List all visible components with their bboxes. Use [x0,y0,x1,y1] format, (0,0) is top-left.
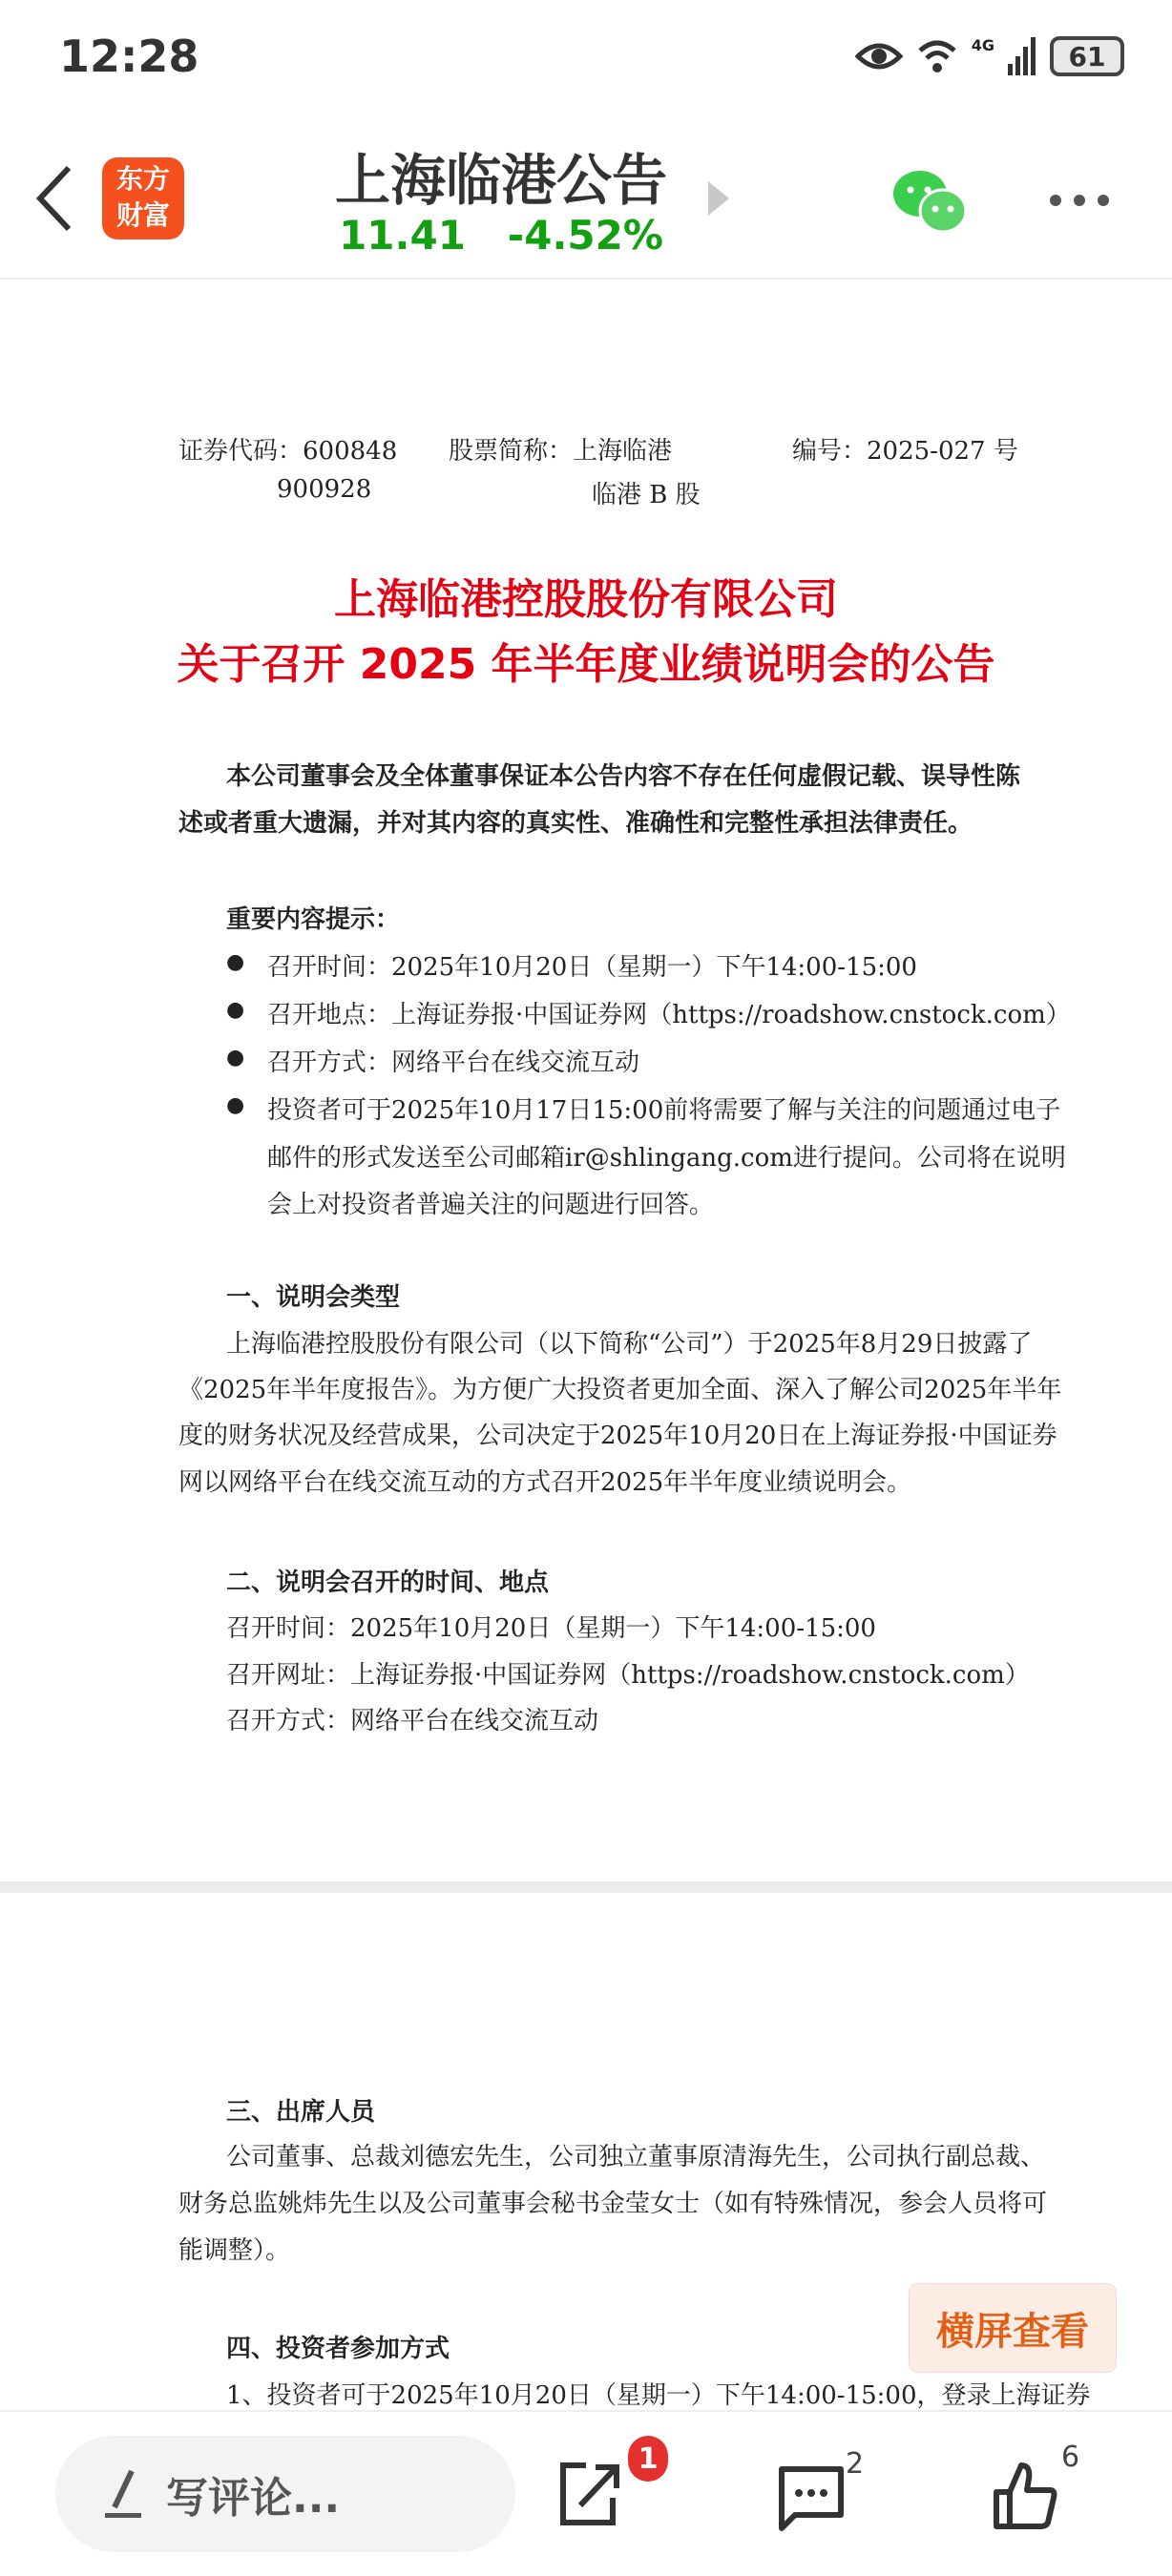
doc-title-company: 上海临港控股股份有限公司 [334,575,838,624]
comment-placeholder: 写评论... [166,2474,341,2523]
highlight-item-cont: 会上对投资者普遍关注的问题进行回答。 [267,1191,715,1219]
section-text: 召开方式：网络平台在线交流互动 [226,1707,599,1735]
pencil-icon [103,2467,145,2521]
highlight-item: 投资者可于2025年10月17日15:00前将需要了解与关注的问题通过电子 [267,1096,1061,1125]
comment-input[interactable] [55,2436,515,2552]
bullet-icon: ● [226,998,245,1022]
section-text: 上海临港控股股份有限公司（以下简称“公司”）于2025年8月29日披露了 [226,1330,1033,1359]
section-title: 四、投资者参加方式 [226,2335,450,2363]
doc-title: 关于召开 2025 年半年度业绩说明会的公告 [177,640,995,689]
highlights-title: 重要内容提示： [226,905,401,934]
comment-count: 2 [846,2447,865,2481]
stock-price: 11.41 [339,212,466,259]
bullet-icon: ● [226,1046,245,1070]
statement-line: 本公司董事会及全体董事保证本公告内容不存在任何虚假记载、误导性陈 [226,762,1021,791]
section-text: 《2025年半年度报告》。为方便广大投资者更加全面、深入了解公司2025年半年 [178,1376,1062,1404]
security-code: 证券代码：600848 [178,437,398,466]
stock-change: -4.52% [507,212,663,259]
status-icons [855,36,1124,76]
battery-indicator: 61 [1050,36,1124,76]
section-text: 财务总监姚炜先生以及公司董事会秘书金莹女士（如有特殊情况，参会人员将可 [178,2190,1048,2218]
bullet-icon: ● [226,950,245,974]
page-divider [0,1881,1172,1893]
stock-name-b: 临港 B 股 [592,481,701,509]
comment-icon[interactable] [778,2460,847,2532]
section-text: 公司董事、总裁刘德宏先生，公司独立董事原清海先生，公司执行副总裁、 [226,2143,1046,2171]
wechat-icon[interactable] [889,167,970,236]
section-text: 网以网络平台在线交流互动的方式召开2025年半年度业绩说明会。 [178,1468,912,1497]
network-type: 4G [971,36,994,54]
logo-text: 财富 [115,199,170,231]
more-icon[interactable] [1048,191,1111,210]
share-icon[interactable] [557,2460,626,2528]
section-title: 二、说明会召开的时间、地点 [226,1568,550,1597]
announcement-number: 编号：2025-027 号 [792,437,1018,466]
highlight-item: 召开地点：上海证券报·中国证券网（https://roadshow.cnstock.com） [267,1001,1071,1029]
section-title: 一、说明会类型 [226,1283,401,1312]
share-badge: 1 [628,2436,668,2482]
page-title: 上海临港公告 [334,148,667,213]
highlight-item: 召开方式：网络平台在线交流互动 [267,1049,640,1077]
section-title: 三、出席人员 [226,2098,376,2127]
section-text: 1、投资者可于2025年10月20日（星期一）下午14:00-15:00，登录上海证券 [226,2381,1091,2410]
security-code-b: 900928 [277,475,372,504]
highlight-item: 召开时间：2025年10月20日（星期一）下午14:00-15:00 [267,953,917,982]
section-text: 度的财务状况及经营成果，公司决定于2025年10月20日在上海证券报·中国证券 [178,1422,1057,1450]
signal-icon [1008,37,1036,75]
status-time: 12:28 [59,31,199,82]
bullet-icon: ● [226,1093,245,1117]
section-text: 能调整）。 [178,2236,291,2265]
landscape-view-button[interactable]: 横屏查看 [909,2283,1117,2373]
play-arrow-icon[interactable] [706,179,731,218]
eye-icon [855,37,903,75]
like-icon[interactable] [993,2460,1061,2532]
stock-name: 股票简称：上海临港 [449,437,673,466]
like-count: 6 [1061,2441,1080,2474]
wifi-icon [916,37,958,75]
stock-quote[interactable] [0,212,1002,259]
statement-line: 述或者重大遗漏，并对其内容的真实性、准确性和完整性承担法律责任。 [178,809,973,838]
highlight-item-cont: 邮件的形式发送至公司邮箱ir@shlingang.com进行提问。公司将在说明 [267,1144,1066,1173]
section-text: 召开时间：2025年10月20日（星期一）下午14:00-15:00 [226,1614,876,1643]
logo-text: 东方 [115,163,170,195]
section-text: 召开网址：上海证券报·中国证券网（https://roadshow.cnstock.com） [226,1661,1030,1690]
